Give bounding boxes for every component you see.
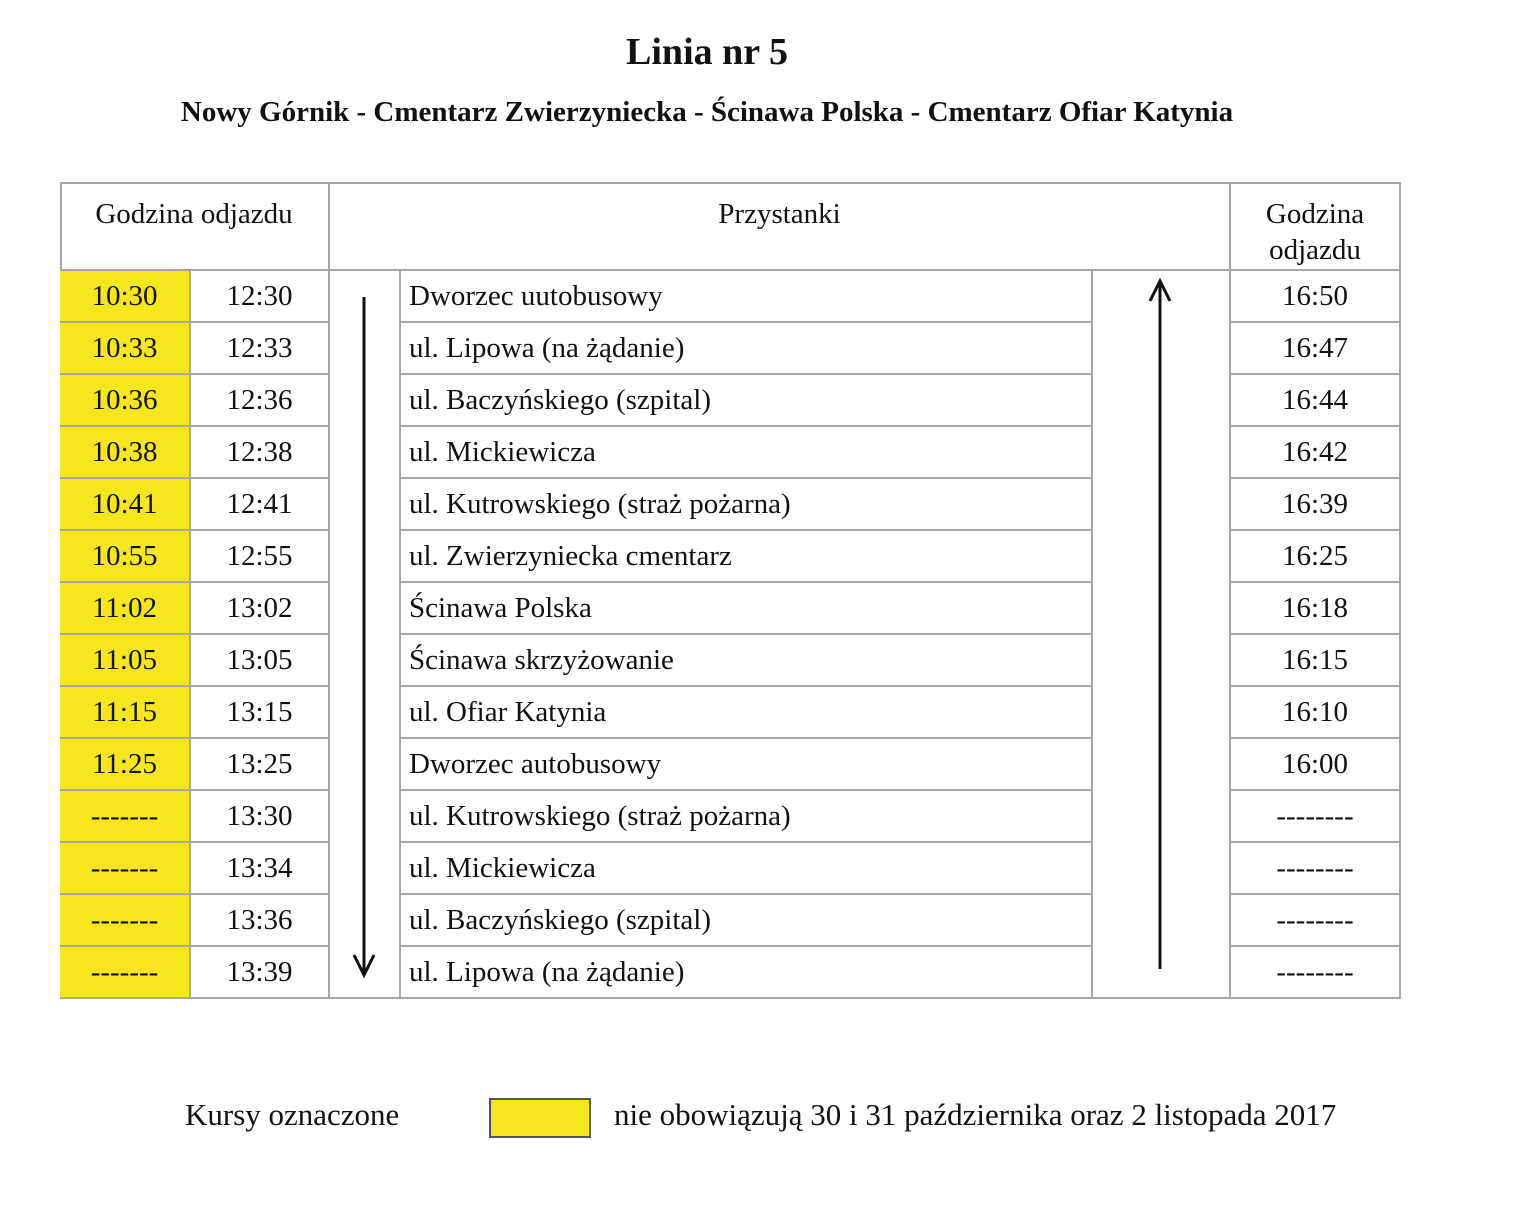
direction-up-column xyxy=(1093,271,1231,999)
stop-name: Ścinawa Polska xyxy=(401,583,1093,635)
departure-time-a: 11:25 xyxy=(60,739,191,791)
stop-name: ul. Mickiewicza xyxy=(401,843,1093,895)
departure-time-b: 13:05 xyxy=(191,635,330,687)
legend-label: Kursy oznaczone xyxy=(185,1097,400,1132)
legend-highlight-swatch xyxy=(489,1098,591,1138)
departure-time-a: 10:55 xyxy=(60,531,191,583)
departure-time-a: ------- xyxy=(60,791,191,843)
return-departure-time: 16:44 xyxy=(1231,375,1401,427)
return-departure-time: -------- xyxy=(1231,895,1401,947)
departure-time-a: ------- xyxy=(60,895,191,947)
return-departure-time: -------- xyxy=(1231,791,1401,843)
return-departure-time: -------- xyxy=(1231,947,1401,999)
departure-time-b: 13:02 xyxy=(191,583,330,635)
stop-name: Dworzec autobusowy xyxy=(401,739,1093,791)
return-departure-time: 16:10 xyxy=(1231,687,1401,739)
header-stops: Przystanki xyxy=(330,182,1231,271)
return-departure-time: -------- xyxy=(1231,843,1401,895)
stop-name: ul. Baczyńskiego (szpital) xyxy=(401,375,1093,427)
stop-name: ul. Kutrowskiego (straż pożarna) xyxy=(401,791,1093,843)
return-departure-time: 16:18 xyxy=(1231,583,1401,635)
departure-time-b: 13:36 xyxy=(191,895,330,947)
header-departure-left: Godzina odjazdu xyxy=(60,182,330,271)
departure-time-a: 10:38 xyxy=(60,427,191,479)
header-departure-right: Godzina odjazdu xyxy=(1231,182,1401,271)
arrow-up-icon xyxy=(1093,271,1229,997)
stop-name: ul. Kutrowskiego (straż pożarna) xyxy=(401,479,1093,531)
departure-time-b: 12:41 xyxy=(191,479,330,531)
return-departure-time: 16:00 xyxy=(1231,739,1401,791)
departure-time-a: 11:05 xyxy=(60,635,191,687)
departure-time-b: 13:15 xyxy=(191,687,330,739)
return-departure-time: 16:25 xyxy=(1231,531,1401,583)
stop-name: ul. Lipowa (na żądanie) xyxy=(401,323,1093,375)
stop-name: ul. Zwierzyniecka cmentarz xyxy=(401,531,1093,583)
departure-time-a: 10:41 xyxy=(60,479,191,531)
departure-time-b: 12:33 xyxy=(191,323,330,375)
departure-time-b: 13:25 xyxy=(191,739,330,791)
timetable xyxy=(60,182,1401,999)
stop-name: Dworzec uutobusowy xyxy=(401,271,1093,323)
stop-name: ul. Baczyńskiego (szpital) xyxy=(401,895,1093,947)
stop-name: ul. Mickiewicza xyxy=(401,427,1093,479)
departure-time-a: 10:30 xyxy=(60,271,191,323)
direction-down-column xyxy=(330,271,401,999)
departure-time-b: 13:30 xyxy=(191,791,330,843)
departure-time-a: 11:15 xyxy=(60,687,191,739)
departure-time-a: 10:33 xyxy=(60,323,191,375)
return-departure-time: 16:39 xyxy=(1231,479,1401,531)
departure-time-b: 12:55 xyxy=(191,531,330,583)
page-title: Linia nr 5 xyxy=(626,31,788,73)
departure-time-b: 12:36 xyxy=(191,375,330,427)
departure-time-a: 10:36 xyxy=(60,375,191,427)
departure-time-a: ------- xyxy=(60,947,191,999)
departure-time-b: 13:34 xyxy=(191,843,330,895)
arrow-down-icon xyxy=(330,271,399,997)
stop-name: Ścinawa skrzyżowanie xyxy=(401,635,1093,687)
departure-time-a: 11:02 xyxy=(60,583,191,635)
return-departure-time: 16:42 xyxy=(1231,427,1401,479)
return-departure-time: 16:15 xyxy=(1231,635,1401,687)
route-subtitle: Nowy Górnik - Cmentarz Zwierzyniecka - Ścinawa Polska - Cmentarz Ofiar Katynia xyxy=(180,96,1234,128)
departure-time-b: 13:39 xyxy=(191,947,330,999)
departure-time-b: 12:30 xyxy=(191,271,330,323)
return-departure-time: 16:47 xyxy=(1231,323,1401,375)
stop-name: ul. Lipowa (na żądanie) xyxy=(401,947,1093,999)
departure-time-b: 12:38 xyxy=(191,427,330,479)
departure-time-a: ------- xyxy=(60,843,191,895)
legend-text: nie obowiązują 30 i 31 października oraz 2 listopada 2017 xyxy=(614,1097,1337,1132)
return-departure-time: 16:50 xyxy=(1231,271,1401,323)
stop-name: ul. Ofiar Katynia xyxy=(401,687,1093,739)
